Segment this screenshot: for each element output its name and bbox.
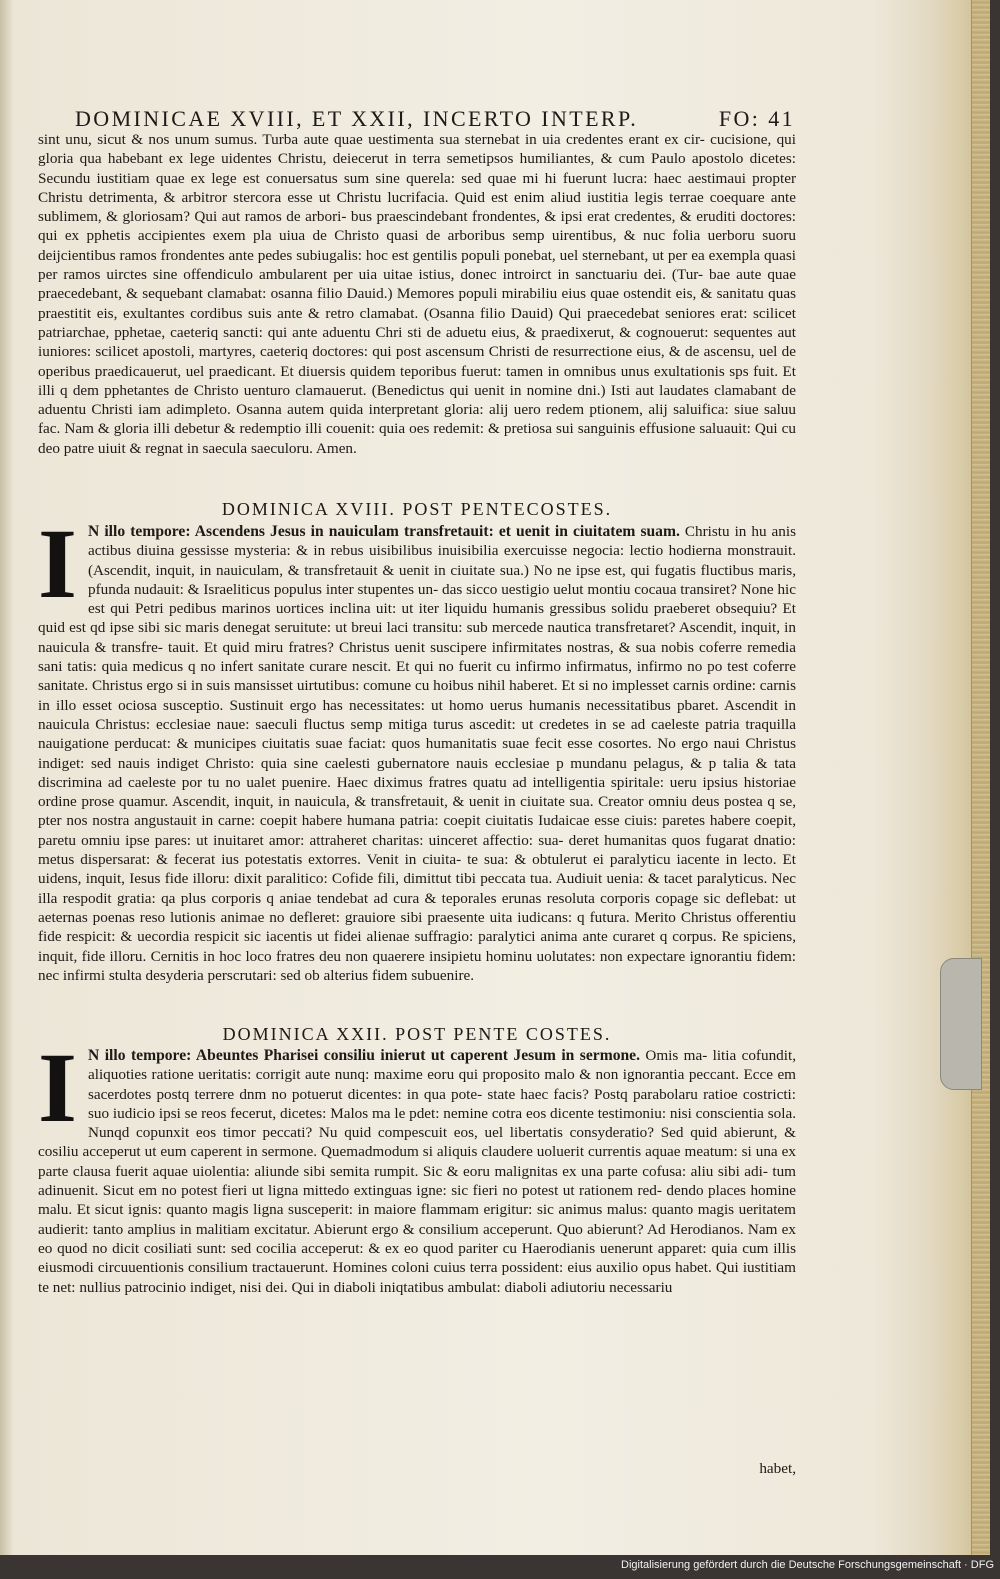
gospel-rubric: N illo tempore: Ascendens Jesus in nauiculam transfretauit: et uenit in ciuitatem suam. xyxy=(88,523,680,540)
gutter-shadow xyxy=(0,0,14,1555)
page-edge xyxy=(971,0,990,1555)
sermon-text: Omis ma- litia cofundit, aliquoties ratione ueritatis: corrigit aute nunq: maxime eoru qui proposito malo & non ignorantia peccant. Ecce em sacerdotes postq terrere dnm no potuerut dicentes: in qua pote- state haec facis? Postq parabolaru ratioe costricti: suo iudicio ipsi se reos fecerut, dicetes: Malos ma le pdet: nemine cotra eos dicente testimoniu: nisi conscientia sola. Nunqd copunxit eos timor peccati? Nu quid compescuit eos, uel libertatis consyderatio? Sed quid abierunt, & cosiliu acceperut ut eum caperent in sermone. Quemadmodum si aliquis claudere uoluerit currentis aquae meatum: si una ex parte clausa fuerit aquae uiolentia: aliunde sibi semita rumpit. Sic & eoru malignitas ex una parte cofusa: aliu sibi adi- tum adinuenit. Sicut em no potest fieri ut ligna mittedo extinguas igne: sic fieri no potest ut rationem red- dendo places homine malu. Et sicut ignis: quanto magis ligna susceperit: in maiore flammam erigitur: sic animus malus: quanto magis ueritatem audierit: tanto amplius in malitiam excitatur. Abierunt ergo & consilium acceperunt. Quo abierunt? Ad Herodianos. Nam ex eo quod no dicit cosiliati sunt: sed cocilia acceperut: & ex eo quod pariter cu Haerodianis uenerunt apparet: quia cum illis eiusmodi circuuentionis consilium tractauerunt. Homines coloni cuius terra possident: eius auxilio opus habet. Qui iustitiam te net: nullius patrocinio indiget, nisi dei. Qui in diaboli iniqtatibus ambulat: diaboli adiutoriu necessariu xyxy=(38,1047,797,1296)
paragraph-sermon-end: sint unu, sicut & nos unum sumus. Turba aute quae uestimenta sua sternebat in uia credentes erant ex cir- cucisione, qui gloria qua habebant ex lege uidentes Christu, deiecerut in terra semetipsos humiliantes, & cum Paulo apostolo dicetes: Secundu iustitiam quae ex lege est conuersatus sum sine querela: sed quae mi hi fuerunt lucra: haec aestimaui propter Christu detrimenta, & arbitror stercora esse ut Christu lucrifacia. Quid est enim aliud iustitia legis terrae coequare ante sublimem, & gloriosam? Qui aut ramos de arbori- bus praescindebant frondentes, & ipsi erat credentes, & eruditi doctores: qui ex pphetis accipientes exem pla uiua de Christo quasi de arboribus semp uirentibus, & nuc folia uerboru suoru deijcientibus ramos frondentes ante pedes subiugalis: hoc est gentilis populi ponebat, uel sternebant, ut per ea exempla quasi per ramos uirctes sine offendiculo ambularent per uia uitae istius, donec introirct in sanctuariu dei. (Tur- bae aute quae praecedebant, & sequebant clamabat: osanna filio Dauid.) Memores populi mirabiliu eius quae ostendit eis, & sanitatu quas praestitit eis, exultantes cordibus suis ante & retro clamabat. (Osanna filio Dauid) Qui praecedebat seniores erat: scilicet patriarchae, pphetae, caeteriq sancti: qui ante aduentu Chri sti de aduetu eius, & praedixerut, & cognouerut: sequentes aut iuniores: scilicet apostoli, martyres, caeteriq doctores: qui post ascensum Christi de resurrectione eius, & de ascensu, uel de operibus praedicauerut, uel praedicant. Et diuersis quidem teporibus fuerut: tamen in omnibus unus exultationis sps fuit. Et illi q dem pphetantes de Christo uenturo clamauerut. (Benedictus qui uenit in nomine dni.) Isti aut laudates clamabant de aduentu Christi iam adimpleto. Osanna autem quida interpretant gloria: alij uero redem ptionem, alij saluifica: siue saluu fac. Nam & gloria illi debetur & redemptio illi couenit: quia oes redemit: & pretiosa sui sanguinis effusione saluauit: Qui cu deo patre uiuit & regnat in saecula saeculoru. Amen. xyxy=(38,131,796,457)
drop-initial: I xyxy=(38,508,77,619)
gospel-rubric: N illo tempore: Abeuntes Pharisei consiliu inierut ut caperent Jesum in sermone. xyxy=(88,1047,640,1064)
running-title: DOMINICAE XVIII, ET XXII, INCERTO INTERP. xyxy=(75,106,639,131)
section-heading-dominica-xviii: DOMINICA XVIII. POST PENTECOSTES. xyxy=(221,499,613,519)
digitization-credit: Digitalisierung gefördert durch die Deutsche Forschungsgemeinschaft · DFG xyxy=(621,1559,994,1571)
catchword: habet, xyxy=(759,1460,796,1477)
section-heading-dominica-xxii: DOMINICA XXII. POST PENTE COSTES. xyxy=(222,1024,612,1044)
sermon-text: Christu in hu anis actibus diuina gessisse mysteria: & in rebus uisibilibus inuisibilia exercuisse negocia: lectio hodierna monstrauit. (Ascendit, inquit, in nauiculam, & transfretauit & uenit in ciuitate sua.) No ne ipse est, qui fugatis fluctibus maris, pfunda nudauit: & Israeliticus populus inter stupentes un- das sicco uestigio uelut montiu cocaua transiret? None hic est qui Petri pedibus marinos uortices inclina uit: ut iter liquidu humanis gressibus solidu praeberet obsequiu? Et quid est qd ipse sibi sic maris denegat seruitute: ut breui laci transitu: sub mercede nautica transfretaret? Ascendit, inquit, in nauicula & transfre- tauit. Et quid miru fratres? Christus uenit suscipere infirmitates nostras, & sua nobis coferre remedia sani tatis: quia medicus q no infert sanitate curare nescit. Et qui no fuerit cu infirmo infirmatus, infirmo no po test coferre sanitate. Christus ergo si in suis mansisset uirtutibus: comune cu hoibus nihil haberet. Et si no implesset carnis ordine: carnis in illo esset ociosa susceptio. Sustinuit ergo has necessitates: ut homo uerus humanis necessitatibus pbaret. Ascendit in nauicula Christus: ecclesiae naue: saeculi fluctus semp mitiga turus ascedit: ut credetes in se ad caeleste patria traquilla nauigatione perducat: & municipes ciuitatis suae faciat: quos humanitatis suae fecit esse cosortes. No ergo naui Christus indiget: sed nauis indiget Christo: quia sine caelesti gubernatore nauis ecclesiae p mundanu pelagus, & p talia & tata discrimina ad caeleste por tu no ualet puenire. Haec diximus fratres quatu ad intelligentia spiritale: ueru ipsius historiae ordine prose quamur. Ascendit, inquit, in nauicula, & transfretauit, & uenit in ciuitate sua. Creator omniu deus postea q se, pter nos nostra angustauit in carne: coepit habere humana patria: coepit ciuitatis Iudaicae esse ciuis: paretes habere coepit, paretu omniu ipse pares: ut inuitaret amor: attraheret charitas: uinceret affectio: sua- deret humanitas quos fugarat dnatio: metus dispersarat: & fecerat ius potestatis extorres. Venit in ciuita- te sua: & obtulerut ei paralyticu iacente in lecto. Et uidens, inquit, Iesus fide illoru: dixit paralitico: Cofide fili, dimittut tibi peccata tua. Audiuit uenia: & tacet paralyticus. Nec illa respodit gratia: qa plus corporis q aniae tendebat ad cura & teporales erunas resoluta corporis copage sic deflebat: ut aeternas poenas reso lutionis animae no defleret: grauiore sibi praesente uita iudicans: q futura. Merito Christus offerentiu fide respicit: & uecordia respicit sic iacentis ut fidei alienae suffragio: paralytici anima ante curaret q corpus. Re spiciens, inquit, fide illoru. Cernitis in hoc loco fratres deu non quaerere insipietu hominu uolutates: non expectare ignorantiu fidem: nec infirmi stulta desyderia perscrutari: sed ob alterius fidem subuenire. xyxy=(38,523,796,984)
page-marker-tab xyxy=(940,958,982,1090)
folio-number: FO: 41 xyxy=(718,106,795,131)
drop-initial: I xyxy=(38,1032,77,1143)
